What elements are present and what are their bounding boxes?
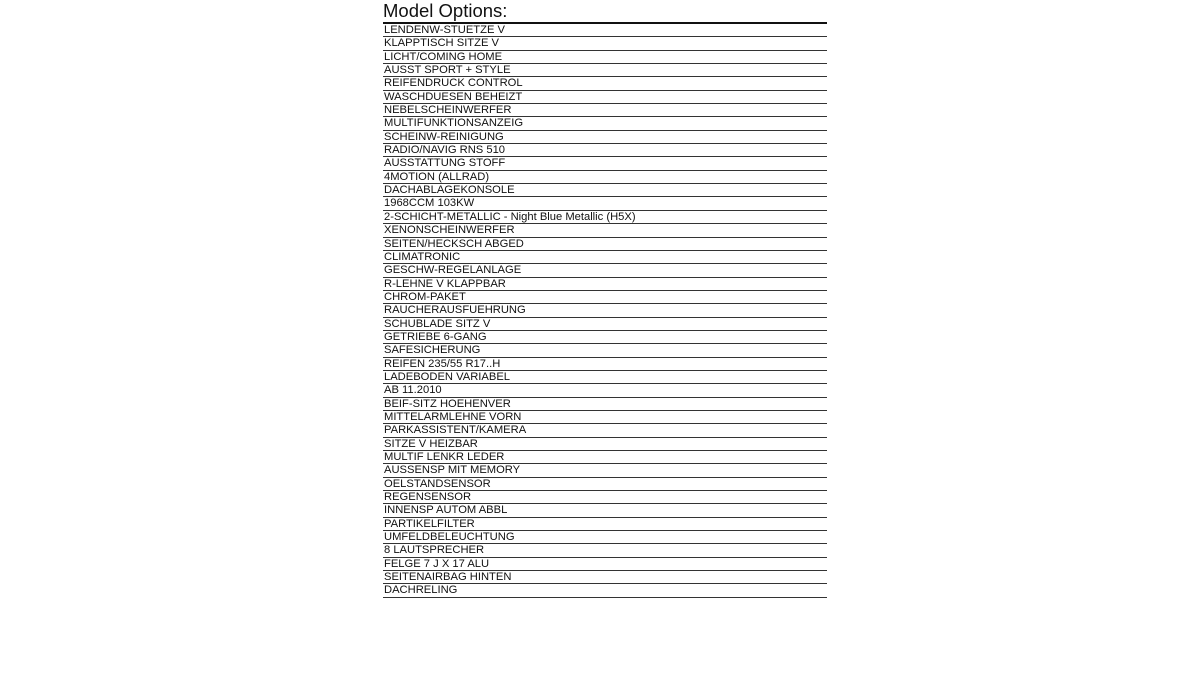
list-item: SITZE V HEIZBAR — [383, 438, 827, 451]
list-item: WASCHDUESEN BEHEIZT — [383, 91, 827, 104]
list-item: PARKASSISTENT/KAMERA — [383, 424, 827, 437]
list-item: INNENSP AUTOM ABBL — [383, 504, 827, 517]
list-item: CLIMATRONIC — [383, 251, 827, 264]
list-item: REIFENDRUCK CONTROL — [383, 77, 827, 90]
list-item: LICHT/COMING HOME — [383, 51, 827, 64]
list-item: BEIF-SITZ HOEHENVER — [383, 398, 827, 411]
list-item: AUSST SPORT + STYLE — [383, 64, 827, 77]
list-item: 1968CCM 103KW — [383, 197, 827, 210]
list-item: MITTELARMLEHNE VORN — [383, 411, 827, 424]
list-item: PARTIKELFILTER — [383, 518, 827, 531]
list-item: RAUCHERAUSFUEHRUNG — [383, 304, 827, 317]
list-item: GESCHW-REGELANLAGE — [383, 264, 827, 277]
list-item: REIFEN 235/55 R17..H — [383, 358, 827, 371]
list-item: SCHEINW-REINIGUNG — [383, 131, 827, 144]
list-item: DACHRELING — [383, 584, 827, 597]
list-item: NEBELSCHEINWERFER — [383, 104, 827, 117]
list-item: LENDENW-STUETZE V — [383, 24, 827, 37]
list-item: AUSSTATTUNG STOFF — [383, 157, 827, 170]
list-item: MULTIF LENKR LEDER — [383, 451, 827, 464]
options-list — [383, 24, 827, 598]
model-options-document — [383, 0, 827, 598]
list-item: CHROM-PAKET — [383, 291, 827, 304]
list-item: SEITEN/HECKSCH ABGED — [383, 238, 827, 251]
list-item: SAFESICHERUNG — [383, 344, 827, 357]
list-item: OELSTANDSENSOR — [383, 478, 827, 491]
list-item: LADEBODEN VARIABEL — [383, 371, 827, 384]
list-item: 2-SCHICHT-METALLIC - Night Blue Metallic (H5X) — [383, 211, 827, 224]
list-item: UMFELDBELEUCHTUNG — [383, 531, 827, 544]
list-item: AB 11.2010 — [383, 384, 827, 397]
list-item: FELGE 7 J X 17 ALU — [383, 558, 827, 571]
list-item: R-LEHNE V KLAPPBAR — [383, 278, 827, 291]
list-item: 4MOTION (ALLRAD) — [383, 171, 827, 184]
list-item: SCHUBLADE SITZ V — [383, 318, 827, 331]
list-item: RADIO/NAVIG RNS 510 — [383, 144, 827, 157]
list-item: DACHABLAGEKONSOLE — [383, 184, 827, 197]
list-item: KLAPPTISCH SITZE V — [383, 37, 827, 50]
list-item: XENONSCHEINWERFER — [383, 224, 827, 237]
list-item: GETRIEBE 6-GANG — [383, 331, 827, 344]
list-item: MULTIFUNKTIONSANZEIG — [383, 117, 827, 130]
list-item: REGENSENSOR — [383, 491, 827, 504]
page-title: Model Options: — [383, 0, 508, 21]
list-item: SEITENAIRBAG HINTEN — [383, 571, 827, 584]
list-item: AUSSENSP MIT MEMORY — [383, 464, 827, 477]
list-item: 8 LAUTSPRECHER — [383, 544, 827, 557]
